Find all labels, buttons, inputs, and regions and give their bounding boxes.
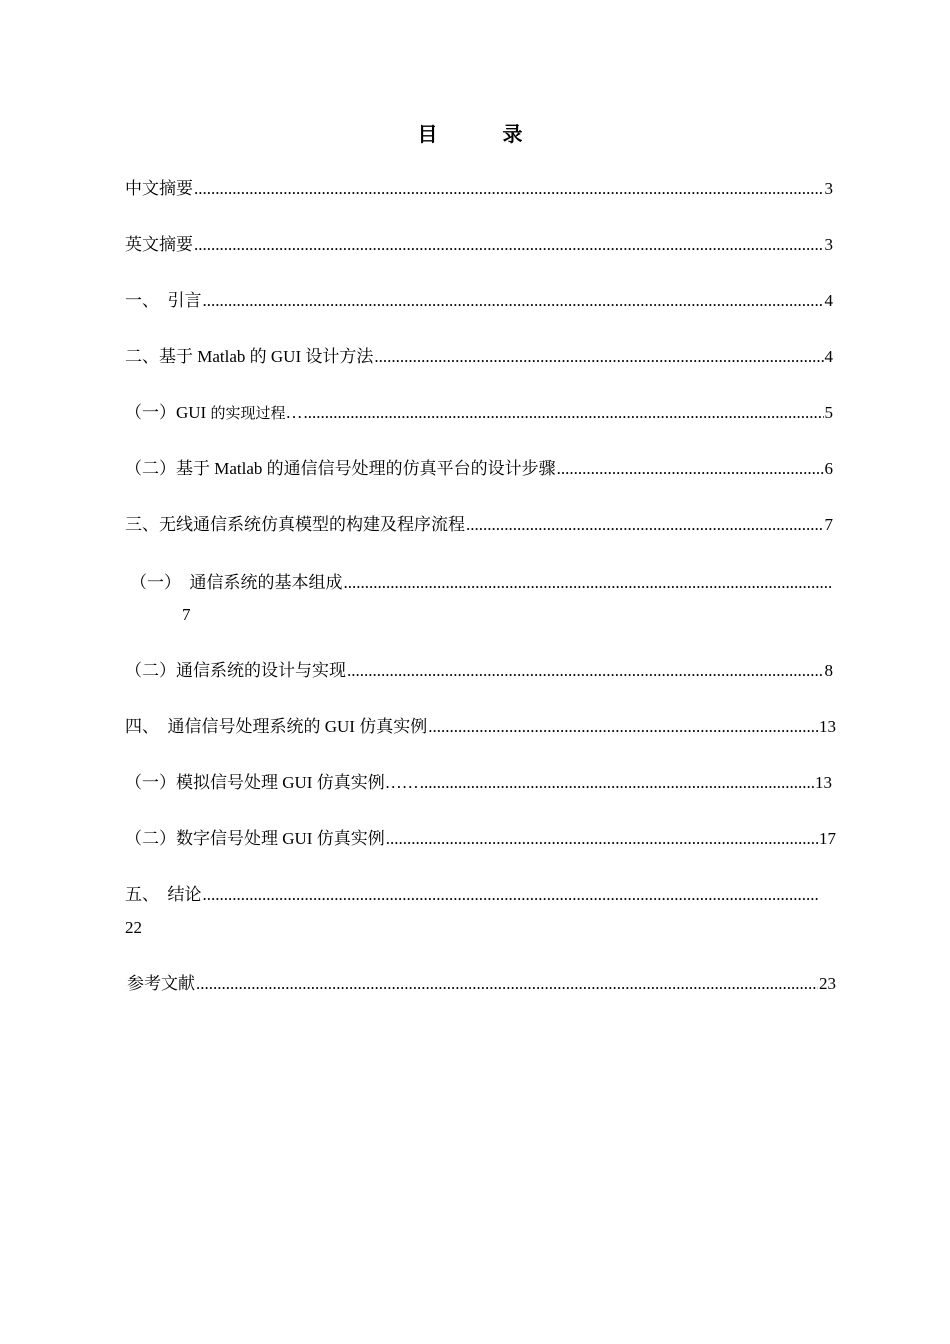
toc-entry-simulation-platform-steps[interactable] bbox=[125, 458, 833, 480]
dot-leader bbox=[557, 458, 824, 480]
toc-page-number: 3 bbox=[824, 235, 833, 254]
toc-entry-label: 二、基于 Matlab 的 GUI 设计方法 bbox=[125, 347, 374, 366]
toc-entry-english-abstract[interactable] bbox=[125, 234, 833, 256]
dot-leader bbox=[303, 402, 823, 424]
toc-entry-label: 三、无线通信系统仿真模型的构建及程序流程 bbox=[125, 515, 465, 534]
toc-page-number: 4 bbox=[824, 347, 833, 366]
toc-entry-label: （二）基于 Matlab 的通信信号处理的仿真平台的设计步骤 bbox=[125, 459, 556, 478]
toc-page-number: 3 bbox=[824, 179, 833, 198]
dot-leader bbox=[194, 178, 824, 200]
dot-leader bbox=[203, 290, 824, 312]
toc-entry-label-small: 的实现过程 bbox=[210, 406, 286, 422]
toc-page-number: 4 bbox=[824, 291, 833, 310]
toc-page-number: 23 bbox=[819, 974, 836, 993]
toc-entry-chinese-abstract[interactable] bbox=[125, 178, 833, 200]
dot-leader bbox=[420, 772, 814, 794]
toc-entry-label: （二）通信系统的设计与实现 bbox=[125, 661, 346, 680]
dot-leader bbox=[428, 716, 818, 738]
toc-entry-conclusion[interactable] bbox=[125, 884, 819, 906]
toc-page-number: 5 bbox=[824, 403, 833, 422]
dot-leader bbox=[344, 572, 833, 594]
toc-page-number: 17 bbox=[819, 829, 836, 848]
toc-page-number: 6 bbox=[824, 459, 833, 478]
toc-page-number: 8 bbox=[824, 661, 833, 680]
toc-entry-label: 一、 引言 bbox=[125, 291, 202, 310]
dot-leader bbox=[347, 660, 824, 682]
toc-entry-wireless-model[interactable] bbox=[125, 514, 833, 536]
toc-page-number: 7 bbox=[824, 515, 833, 534]
dot-leader bbox=[386, 828, 818, 850]
toc-entry-gui-examples[interactable] bbox=[125, 716, 836, 738]
toc-entry-label: （一）模拟信号处理 GUI 仿真实例…… bbox=[125, 773, 419, 792]
toc-entry-label-suffix: … bbox=[285, 403, 303, 422]
toc-entry-label: 四、 通信信号处理系统的 GUI 仿真实例 bbox=[125, 717, 428, 736]
toc-entry-basic-composition[interactable] bbox=[130, 572, 833, 594]
toc-page-number: 22 bbox=[125, 918, 142, 937]
toc-title: 目 录 bbox=[417, 124, 553, 146]
dot-leader bbox=[374, 346, 823, 368]
toc-entry-design-implementation[interactable] bbox=[125, 660, 833, 682]
toc-entry-label: （一） 通信系统的基本组成 bbox=[130, 573, 343, 592]
toc-entry-digital-example[interactable] bbox=[125, 828, 836, 850]
toc-entry-introduction[interactable] bbox=[125, 290, 833, 312]
dot-leader bbox=[194, 234, 824, 256]
toc-entry-label-prefix: （一）GUI bbox=[125, 403, 211, 422]
toc-entry-gui-design-method[interactable] bbox=[125, 346, 833, 368]
toc-entry-analog-example[interactable] bbox=[125, 772, 832, 794]
toc-entry-references[interactable] bbox=[127, 973, 836, 995]
dot-leader bbox=[203, 884, 819, 906]
dot-leader bbox=[466, 514, 824, 536]
toc-page-number: 13 bbox=[815, 773, 832, 792]
toc-entry-label: 参考文献 bbox=[127, 974, 195, 993]
toc-entry-label: 中文摘要 bbox=[125, 179, 193, 198]
toc-page-number: 13 bbox=[819, 717, 836, 736]
dot-leader bbox=[196, 973, 818, 995]
toc-entry-gui-implementation[interactable] bbox=[125, 402, 833, 425]
toc-page-number: 7 bbox=[182, 605, 191, 624]
toc-entry-label: 英文摘要 bbox=[125, 235, 193, 254]
toc-entry-label: 五、 结论 bbox=[125, 885, 202, 904]
toc-entry-label bbox=[125, 402, 302, 425]
toc-entry-label: （二）数字信号处理 GUI 仿真实例 bbox=[125, 829, 385, 848]
